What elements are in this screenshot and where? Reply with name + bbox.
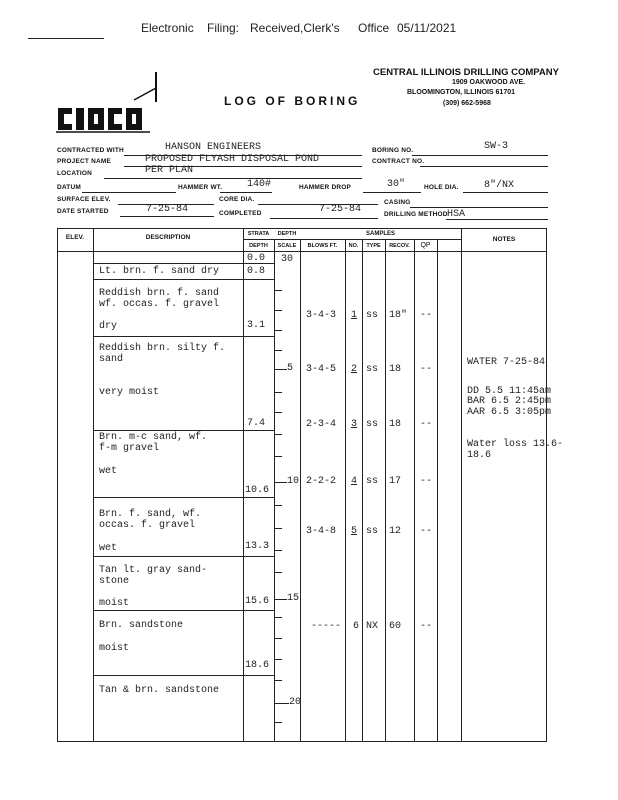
hole-dia-value: 8"/NX xyxy=(484,180,515,191)
description-line: Lt. brn. f. sand dry xyxy=(99,266,220,277)
description-line: Tan & brn. sandstone xyxy=(99,685,220,696)
boring-no-value: SW-3 xyxy=(484,141,509,152)
sample-type: ss xyxy=(366,310,379,321)
scale-mark: 30 xyxy=(281,254,294,265)
col-description: DESCRIPTION xyxy=(145,234,191,241)
sample-blows: 3-4-5 xyxy=(306,364,337,375)
description-line: Brn. f. sand, wf. xyxy=(99,509,202,520)
location-value: PER PLAN xyxy=(145,165,194,176)
filing-received: Received,Clerk's xyxy=(250,21,340,35)
boring-no-label: BORING NO. xyxy=(372,147,414,154)
sample-type: ss xyxy=(366,526,379,537)
description-line: dry xyxy=(99,321,118,332)
col-scale: SCALE xyxy=(277,243,297,249)
contracted-value: HANSON ENGINEERS xyxy=(165,142,262,153)
sample-blows: 3-4-8 xyxy=(306,526,337,537)
description-line: sand xyxy=(99,354,124,365)
col-strata: STRATA xyxy=(247,231,270,237)
sample-blows: 2-3-4 xyxy=(306,419,337,430)
hammer-wt-label: HAMMER WT. xyxy=(178,184,223,191)
contracted-label: CONTRACTED WITH xyxy=(57,147,124,154)
scale-mark: 10 xyxy=(287,476,300,487)
surface-elev-label: SURFACE ELEV. xyxy=(57,196,111,203)
sample-type: ss xyxy=(366,419,379,430)
description-line: wet xyxy=(99,466,118,477)
drilling-method-value: HSA xyxy=(447,209,466,220)
casing-label: CASING xyxy=(384,199,411,206)
filing-date: 05/11/2021 xyxy=(397,21,457,35)
col-qp: QP xyxy=(420,242,431,249)
sample-type: NX xyxy=(366,621,379,632)
sample-recov: 18 xyxy=(389,419,402,430)
location-label: LOCATION xyxy=(57,170,93,177)
description-line: Brn. sandstone xyxy=(99,620,184,631)
date-started-label: DATE STARTED xyxy=(57,208,109,215)
sample-qp: -- xyxy=(420,526,433,537)
description-line: moist xyxy=(99,643,130,654)
col-no: NO. xyxy=(348,243,359,249)
company-logo xyxy=(54,66,164,136)
filing-label: Filing: xyxy=(207,21,240,35)
company-phone: (309) 662-5968 xyxy=(443,100,491,107)
depth-value: 13.3 xyxy=(245,541,270,552)
sample-recov: 60 xyxy=(389,621,402,632)
sample-qp: -- xyxy=(420,310,433,321)
depth-value: 3.1 xyxy=(247,320,266,331)
datum-label: DATUM xyxy=(57,184,81,191)
company-address2: BLOOMINGTON, ILLINOIS 61701 xyxy=(407,89,516,96)
sample-qp: -- xyxy=(420,621,433,632)
sample-recov: 18 xyxy=(389,364,402,375)
drilling-method-label: DRILLING METHOD xyxy=(384,211,448,218)
sample-type: ss xyxy=(366,364,379,375)
note-line: Water loss 13.6- xyxy=(467,439,564,450)
depth-value: 7.4 xyxy=(247,418,266,429)
contract-no-label: CONTRACT NO. xyxy=(372,158,425,165)
completed-value: 7-25-84 xyxy=(319,204,362,215)
description-line: wf. occas. f. gravel xyxy=(99,299,220,310)
description-line: stone xyxy=(99,576,130,587)
col-elev: ELEV. xyxy=(65,234,85,241)
project-label: PROJECT NAME xyxy=(57,158,112,165)
sample-blows: 2-2-2 xyxy=(306,476,337,487)
sample-no: 2 xyxy=(351,364,358,375)
note-line: DD 5.5 11:45am xyxy=(467,386,552,397)
date-started-value: 7-25-84 xyxy=(146,204,189,215)
company-address1: 1909 OAKWOOD AVE. xyxy=(452,79,526,86)
col-depth-top: DEPTH xyxy=(277,231,297,237)
description-line: Reddish brn. f. sand xyxy=(99,288,220,299)
header-rule xyxy=(28,38,104,39)
completed-label: COMPLETED xyxy=(219,210,262,217)
project-value: PROPOSED FLYASH DISPOSAL POND xyxy=(145,154,320,165)
note-line: 18.6 xyxy=(467,450,492,461)
hammer-drop-label: HAMMER DROP xyxy=(299,184,352,191)
sample-no: 6 xyxy=(353,621,360,632)
note-line: AAR 6.5 3:05pm xyxy=(467,407,552,418)
scale-mark: 5 xyxy=(287,363,294,374)
sample-no: 1 xyxy=(351,310,358,321)
sample-type: ss xyxy=(366,476,379,487)
sample-no: 5 xyxy=(351,526,358,537)
depth-value: 10.6 xyxy=(245,485,270,496)
col-notes: NOTES xyxy=(492,236,516,243)
description-line: Tan lt. gray sand- xyxy=(99,565,208,576)
col-blows: BLOWS FT. xyxy=(307,243,338,249)
description-line: occas. f. gravel xyxy=(99,520,196,531)
col-samples: SAMPLES xyxy=(365,231,395,237)
sample-no: 3 xyxy=(351,419,358,430)
col-strata-depth: DEPTH xyxy=(249,243,268,249)
filing-office: Office xyxy=(358,21,390,35)
note-line: WATER 7-25-84 xyxy=(467,357,546,368)
depth-value: 18.6 xyxy=(245,660,270,671)
page-title: LOG OF BORING xyxy=(224,94,361,108)
depth-value: 0.0 xyxy=(247,253,266,264)
sample-recov: 17 xyxy=(389,476,402,487)
description-line: wet xyxy=(99,543,118,554)
sample-recov: 18" xyxy=(389,310,408,321)
depth-value: 0.8 xyxy=(247,266,266,277)
sample-blows: 3-4-3 xyxy=(306,310,337,321)
description-line: Reddish brn. silty f. xyxy=(99,343,226,354)
description-line: very moist xyxy=(99,387,160,398)
sample-qp: -- xyxy=(420,419,433,430)
depth-value: 15.6 xyxy=(245,596,270,607)
sample-no: 4 xyxy=(351,476,358,487)
col-recov: RECOV. xyxy=(389,243,410,249)
sample-qp: -- xyxy=(420,476,433,487)
col-type: TYPE xyxy=(366,243,381,249)
hole-dia-label: HOLE DIA. xyxy=(424,184,459,191)
sample-recov: 12 xyxy=(389,526,402,537)
filing-electronic: Electronic xyxy=(141,21,194,35)
scale-mark: 15 xyxy=(287,593,300,604)
core-dia-label: CORE DIA. xyxy=(219,196,255,203)
scale-mark: 20 xyxy=(289,697,302,708)
note-line: BAR 6.5 2:45pm xyxy=(467,396,552,407)
description-line: f-m gravel xyxy=(99,443,160,454)
sample-blows: ----- xyxy=(311,621,342,632)
company-name: CENTRAL ILLINOIS DRILLING COMPANY xyxy=(373,67,559,78)
sample-qp: -- xyxy=(420,364,433,375)
hammer-wt-value: 140# xyxy=(247,179,272,190)
hammer-drop-value: 30" xyxy=(387,179,406,190)
description-line: moist xyxy=(99,598,130,609)
description-line: Brn. m-c sand, wf. xyxy=(99,432,208,443)
